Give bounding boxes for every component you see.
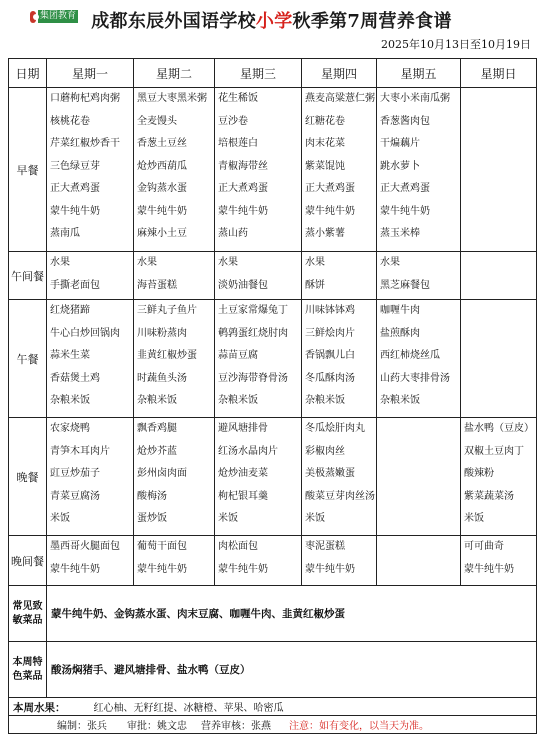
dish-item: 炝炒芥蓝 — [137, 445, 177, 457]
dish-item: 燕麦高粱薏仁粥 — [305, 93, 375, 104]
dish-item: 枸杞银耳羹 — [218, 490, 268, 502]
dish-item: 杂粮米饭 — [218, 395, 258, 406]
meal-cell — [47, 88, 134, 252]
footer-nutrition: 营养审核：张燕 — [201, 721, 271, 732]
allergen-list: 蒙牛纯牛奶、金钩蒸水蛋、肉末豆腐、咖喱牛肉、韭黄红椒炒蛋 — [47, 586, 537, 642]
dish-item: 米饭 — [305, 513, 325, 524]
dish-item: 淡奶油餐包 — [218, 279, 268, 291]
day-header: 星期二 — [134, 59, 215, 88]
dish-item: 芹菜红椒炒香干 — [50, 138, 120, 149]
fruit-list: 红心柚、无籽红提、冰糖橙、苹果、哈密瓜 — [93, 702, 284, 714]
dish-item: 蒙牛纯牛奶 — [218, 205, 268, 217]
dish-item: 蒜苗豆腐 — [218, 350, 258, 361]
dish-item: 手撕老面包 — [50, 279, 100, 291]
day-header-row — [9, 59, 537, 88]
dish-item: 蒙牛纯牛奶 — [50, 205, 100, 217]
dish-item: 彭州卤肉面 — [137, 468, 187, 479]
day-header: 星期五 — [377, 59, 461, 88]
meal-cell — [134, 536, 215, 586]
dish-item: 青菜豆腐汤 — [50, 490, 100, 502]
dish-item: 冬瓜烩肝肉丸 — [305, 423, 365, 434]
dish-item: 豇豆炒茄子 — [50, 468, 100, 479]
dish-item: 酸辣粉 — [464, 468, 494, 479]
dish-item: 杂粮米饭 — [50, 395, 90, 406]
dish-item: 培根莲白 — [218, 138, 258, 149]
meal-row — [9, 88, 537, 252]
meal-cell — [377, 88, 461, 252]
meal-cell — [47, 300, 134, 418]
meal-label: 午间餐 — [9, 252, 47, 300]
dish-item: 正大煮鸡蛋 — [305, 183, 355, 194]
dish-item: 枣泥蛋糕 — [305, 541, 345, 552]
dish-item: 蒙牛纯牛奶 — [218, 563, 268, 575]
dish-item: 酸梅汤 — [137, 490, 167, 502]
dish-item: 盐煎酥肉 — [380, 327, 420, 339]
dish-item: 时蔬鱼头汤 — [137, 372, 187, 384]
meal-cell — [302, 300, 377, 418]
dish-item: 葡萄干面包 — [137, 541, 187, 552]
dish-item: 蒙牛纯牛奶 — [137, 563, 187, 575]
meal-cell — [134, 418, 215, 536]
dish-item: 土豆家常爆兔丁 — [218, 305, 288, 316]
dish-item: 杂粮米饭 — [137, 395, 177, 406]
dish-item: 牛心白炒回锅肉 — [50, 327, 120, 339]
dish-item: 蒸玉米棒 — [380, 228, 420, 239]
meal-cell — [47, 252, 134, 300]
dish-item: 蒸小紫薯 — [305, 228, 345, 239]
dish-item: 黑豆大枣黑米粥 — [137, 93, 207, 104]
dish-item: 酸菜豆芽肉丝汤 — [305, 490, 375, 502]
dish-item: 咖喱牛肉 — [380, 305, 420, 316]
dish-item: 大枣小米南瓜粥 — [380, 93, 450, 104]
dish-item: 香菇煲土鸡 — [50, 372, 100, 384]
meal-label: 午餐 — [9, 300, 47, 418]
menu-table — [8, 58, 537, 734]
dish-item: 水果 — [380, 257, 400, 268]
dish-item: 红糖花卷 — [305, 115, 345, 127]
footer-editor: 编制：张兵 — [57, 721, 107, 732]
meal-cell — [377, 300, 461, 418]
meal-cell — [302, 536, 377, 586]
dish-item: 青椒海带丝 — [218, 160, 268, 172]
meal-cell — [47, 418, 134, 536]
dish-item: 冬瓜酥肉汤 — [305, 372, 355, 384]
dish-item: 水果 — [50, 257, 70, 268]
dish-item: 蒸南瓜 — [50, 228, 80, 239]
dish-item: 紫菜馄饨 — [305, 160, 345, 172]
title-suffix: 秋季第7周营养食谱 — [292, 11, 452, 32]
meal-label: 早餐 — [9, 88, 47, 252]
dish-item: 金钩蒸水蛋 — [137, 183, 187, 194]
meal-cell — [134, 88, 215, 252]
dish-item: 三鲜丸子鱼片 — [137, 305, 197, 316]
meal-cell — [134, 300, 215, 418]
meal-cell — [215, 88, 302, 252]
dish-item: 跳水萝卜 — [380, 160, 420, 172]
dish-item: 川味钵钵鸡 — [305, 305, 355, 316]
meal-cell — [47, 536, 134, 586]
day-header: 星期一 — [47, 59, 134, 88]
meal-cell — [461, 300, 537, 418]
dish-item: 米饭 — [464, 513, 484, 524]
dish-item: 彩椒肉丝 — [305, 445, 345, 457]
dish-item: 干煸藕片 — [380, 138, 420, 149]
dish-item: 豆沙海带脊骨汤 — [218, 372, 288, 384]
meal-cell — [215, 536, 302, 586]
meal-cell — [215, 252, 302, 300]
featured-row — [9, 642, 537, 698]
dish-item: 水果 — [218, 257, 238, 268]
dish-item: 双椒土豆肉丁 — [464, 445, 524, 457]
title-highlight: 小学 — [255, 11, 293, 32]
footer-reviewer: 审批：姚文忠 — [127, 721, 187, 732]
featured-label: 本周特色菜品 — [9, 642, 47, 698]
dish-item: 炝炒西葫瓜 — [137, 160, 187, 172]
dish-item: 口蘑枸杞鸡肉粥 — [50, 93, 120, 104]
meal-cell — [461, 536, 537, 586]
dish-item: 正大煮鸡蛋 — [380, 183, 430, 194]
meal-cell — [461, 88, 537, 252]
meal-row — [9, 418, 537, 536]
date-header: 日期 — [9, 59, 47, 88]
dish-item: 飘香鸡腿 — [137, 423, 177, 434]
dish-item: 红汤水晶肉片 — [218, 445, 278, 457]
dish-item: 美极蒸嫩蛋 — [305, 468, 355, 479]
meal-cell — [302, 88, 377, 252]
title-school: 成都东辰外国语学校 — [91, 11, 256, 32]
meal-row — [9, 300, 537, 418]
meal-cell — [215, 418, 302, 536]
dish-item: 蒜米生菜 — [50, 350, 90, 361]
dish-item: 农家烧鸭 — [50, 423, 90, 434]
fruit-label: 本周水果： — [13, 701, 66, 714]
dish-item: 蒙牛纯牛奶 — [305, 205, 355, 217]
dish-item: 杂粮米饭 — [380, 395, 420, 406]
dish-item: 花生稀饭 — [218, 93, 258, 104]
dish-item: 川味粉蒸肉 — [137, 327, 187, 339]
fruit-cell — [9, 698, 537, 716]
dish-item: 正大煮鸡蛋 — [218, 183, 268, 194]
dish-item: 可可曲奇 — [464, 541, 504, 552]
dish-item: 香葱土豆丝 — [137, 138, 187, 149]
dish-item: 西红柿烧丝瓜 — [380, 350, 440, 361]
dish-item: 水果 — [305, 257, 325, 268]
dish-item: 盐水鸭（豆皮） — [464, 423, 534, 434]
dish-item: 全麦馒头 — [137, 115, 177, 127]
dish-item: 墨西哥火腿面包 — [50, 541, 120, 552]
dish-item: 酥饼 — [305, 279, 325, 291]
dish-item: 核桃花卷 — [50, 115, 90, 127]
footer-cell — [9, 716, 537, 734]
meal-cell — [461, 252, 537, 300]
footer-row — [9, 716, 537, 734]
meal-cell — [377, 418, 461, 536]
dish-item: 青笋木耳肉片 — [50, 445, 110, 457]
dish-item: 蒸山药 — [218, 228, 248, 239]
meal-cell — [377, 536, 461, 586]
meal-cell — [461, 418, 537, 536]
day-header: 星期三 — [215, 59, 302, 88]
day-header: 星期四 — [302, 59, 377, 88]
page-title — [0, 7, 543, 33]
featured-list: 酸汤焖猪手、避风塘排骨、盐水鸭（豆皮） — [47, 642, 537, 698]
dish-item: 紫菜蔬菜汤 — [464, 490, 514, 502]
meal-cell — [215, 300, 302, 418]
allergen-row — [9, 586, 537, 642]
dish-item: 蒙牛纯牛奶 — [305, 563, 355, 575]
dish-item: 红烧猪蹄 — [50, 305, 90, 316]
day-header: 星期日 — [461, 59, 537, 88]
meal-row — [9, 252, 537, 300]
meal-label: 晚餐 — [9, 418, 47, 536]
meal-cell — [302, 418, 377, 536]
dish-item: 麻辣小土豆 — [137, 228, 187, 239]
dish-item: 水果 — [137, 257, 157, 268]
fruit-row — [9, 698, 537, 716]
dish-item: 豆沙卷 — [218, 115, 248, 127]
dish-item: 香葱酱肉包 — [380, 115, 430, 127]
dish-item: 避风塘排骨 — [218, 423, 268, 434]
dish-item: 米饭 — [50, 513, 70, 524]
dish-item: 炝炒油麦菜 — [218, 468, 268, 479]
dish-item: 鹌鹑蛋红烧肘肉 — [218, 327, 288, 339]
dish-item: 蒙牛纯牛奶 — [137, 205, 187, 217]
dish-item: 杂粮米饭 — [305, 395, 345, 406]
dish-item: 蒙牛纯牛奶 — [50, 563, 100, 575]
dish-item: 山药大枣排骨汤 — [380, 372, 450, 384]
dish-item: 香锅飘儿白 — [305, 350, 355, 361]
date-range: 2025年10月13日至10月19日 — [381, 38, 531, 51]
meal-cell — [377, 252, 461, 300]
dish-item: 海苔蛋糕 — [137, 279, 177, 291]
dish-item: 肉末花菜 — [305, 138, 345, 149]
dish-item: 三色绿豆芽 — [50, 160, 100, 172]
dish-item: 米饭 — [218, 513, 238, 524]
meal-label: 晚间餐 — [9, 536, 47, 586]
allergen-label: 常见致敏菜品 — [9, 586, 47, 642]
meal-cell — [134, 252, 215, 300]
dish-item: 正大煮鸡蛋 — [50, 183, 100, 194]
dish-item: 黑芝麻餐包 — [380, 279, 430, 291]
dish-item: 蒙牛纯牛奶 — [380, 205, 430, 217]
dish-item: 肉松面包 — [218, 541, 258, 552]
dish-item: 韭黄红椒炒蛋 — [137, 350, 197, 361]
footer-note: 注意：如有变化，以当天为准。 — [289, 721, 429, 732]
dish-item: 蒙牛纯牛奶 — [464, 563, 514, 575]
dish-item: 三鲜烩肉片 — [305, 327, 355, 339]
logo-text: 集团教育 — [39, 11, 76, 21]
dish-item: 蛋炒饭 — [137, 513, 167, 524]
meal-row — [9, 536, 537, 586]
meal-cell — [302, 252, 377, 300]
